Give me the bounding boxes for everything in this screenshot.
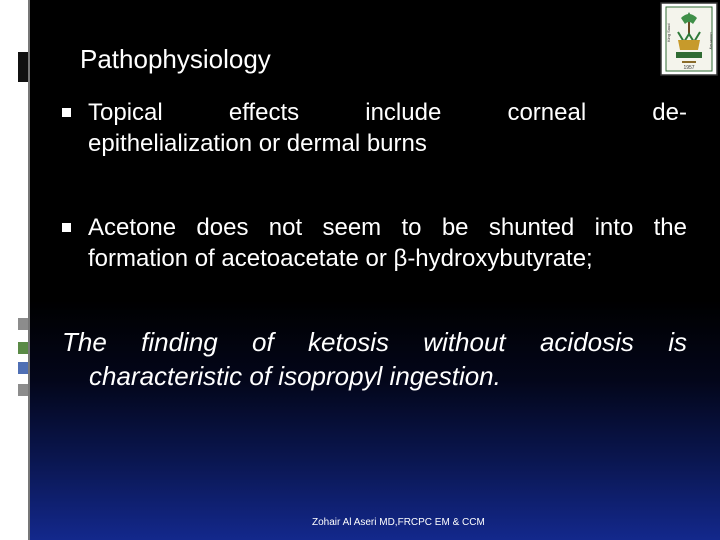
svg-text:University: University [709, 32, 714, 50]
svg-text:King Saud: King Saud [666, 23, 671, 42]
emphasis-statement [62, 325, 687, 393]
left-accent-strip [0, 0, 28, 540]
bullet-square-icon [62, 223, 71, 232]
bullet-2-line-2: formation of acetoacetate or β-hydroxybutyrate; [88, 245, 593, 272]
accent-marker-gray [18, 318, 28, 330]
university-seal-logo [660, 2, 718, 76]
slide-footer: Zohair Al Aseri MD,FRCPC EM & CCM [312, 517, 485, 528]
left-divider [28, 0, 30, 540]
accent-marker-gray-2 [18, 384, 28, 396]
bullet-1-line-2: epithelialization or dermal burns [88, 130, 427, 157]
accent-marker-blue [18, 362, 28, 374]
bullet-2-line-1: Acetone does not seem to be shunted into the [88, 214, 687, 241]
accent-marker-green [18, 342, 28, 354]
accent-marker-dark [18, 52, 28, 82]
svg-text:1957: 1957 [683, 65, 695, 71]
bullet-item-1 [62, 97, 687, 159]
emphasis-line-2: characteristic of isopropyl ingestion. [89, 361, 501, 391]
emphasis-line-1: The finding of ketosis without acidosis is [62, 327, 687, 357]
bullet-item-2 [62, 212, 687, 274]
bullet-square-icon [62, 108, 71, 117]
slide-title: Pathophysiology [80, 44, 271, 74]
bullet-1-line-1: Topical effects include corneal de- [88, 99, 687, 126]
